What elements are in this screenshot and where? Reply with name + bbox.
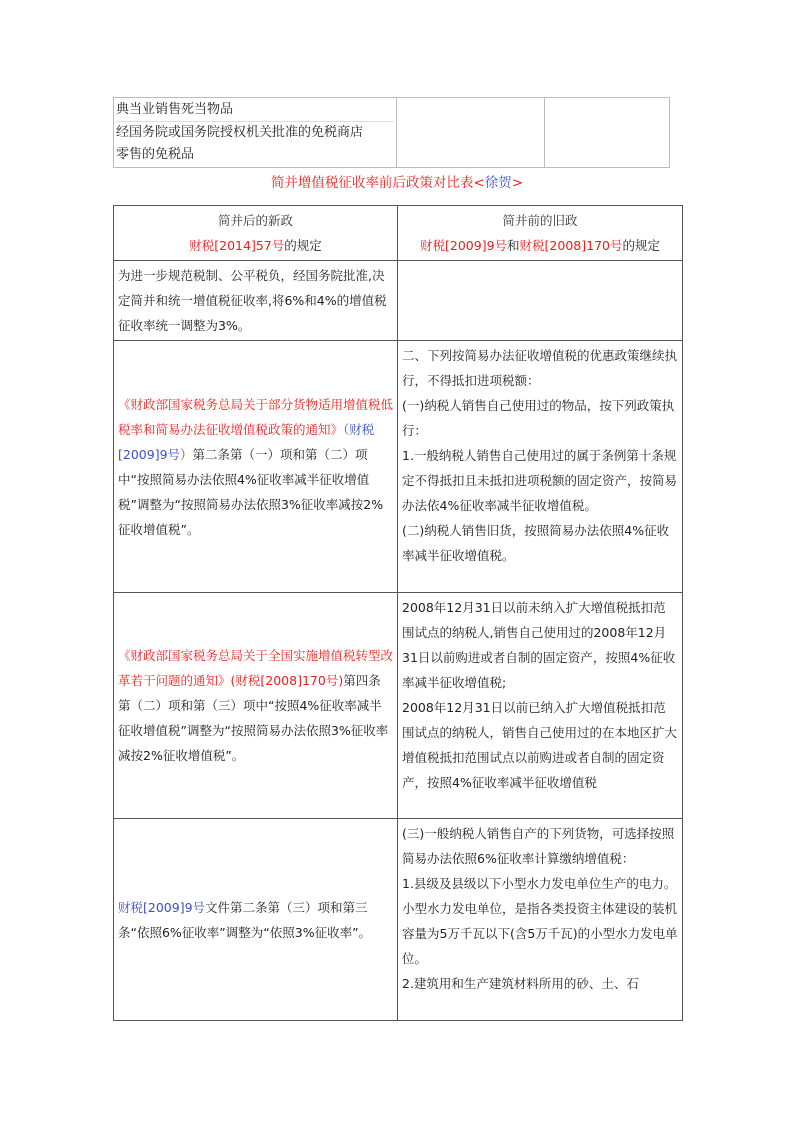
comparison-table [113, 205, 683, 1021]
row4-right-cell [398, 819, 683, 1021]
header-new-ref-link[interactable]: 财税[2014]57号 [189, 238, 285, 253]
header-old-suffix: 的规定 [622, 238, 660, 253]
row2-doc-link[interactable]: 《财政部国家税务总局关于部分货物适用增值税低税率和简易办法征收增值税政策的通知》 [118, 396, 394, 437]
row2-ref-link[interactable]: （财税[2009]9号） [118, 421, 375, 462]
row4-left-cell [114, 819, 398, 1021]
header-new-policy [114, 206, 398, 261]
row3-left-text: 第四条第（二）项和第（三）项中“按照4%征收率减半征收增值税”调整为“按照简易办法依照3%征收率减按2%征收增值税”。 [118, 673, 389, 763]
row2-right-cell [398, 341, 683, 593]
table-cell [397, 98, 545, 168]
cell-line: 零售的免税品 [116, 147, 195, 162]
page-title [0, 171, 794, 191]
row2-left-text: 第二条第（一）项和第（二）项中“按照简易办法依照4%征收率减半征收增值税”调整为“按照简易办法依照3%征收率减按2%征收增值税”。 [118, 446, 384, 537]
row1-left-cell: 为进一步规范税制、公平税负，经国务院批准,决定简并和统一增值税征收率,将6%和4%的增值税征收率统一调整为3%。 [114, 261, 398, 341]
row3-right-line: 2008年12月31日以前未纳入扩大增值税抵扣范围试点的纳税人,销售自己使用过的2008年12月31日以前购进或者自制的固定资产，按照4%征收率减半征收增值税; [402, 600, 676, 690]
row3-ref-link[interactable]: (财税[2008]170号) [230, 673, 344, 688]
row3-doc-link[interactable]: 《财政部国家税务总局关于全国实施增值税转型改革若干问题的通知》 [118, 648, 394, 688]
row4-right-line: (三)一般纳税人销售自产的下列货物，可选择按照简易办法依照6%征收率计算缴纳增值税： [402, 826, 675, 866]
table-row [114, 261, 683, 341]
table-row [114, 819, 683, 1021]
header-new-title: 简并后的新政 [217, 213, 293, 228]
top-fragment-table [113, 97, 670, 168]
title-text: 简并增值税征收率前后政策对比表 [270, 175, 474, 191]
row4-right-line: 1.县级及县级以下小型水力发电单位生产的电力。小型水力发电单位，是指各类投资主体建设的装机容量为5万千瓦以下(含5万千瓦)的小型水力发电单位。 [402, 876, 678, 966]
header-old-and: 和 [507, 238, 520, 253]
title-open-bracket: < [473, 175, 485, 191]
table-cell [545, 98, 670, 168]
row4-ref-link[interactable]: 财税[2009]9号 [118, 899, 206, 915]
row1-right-cell [398, 261, 683, 341]
cell-line: 典当业销售死当物品 [116, 99, 394, 122]
row2-right-line: 1.一般纳税人销售自己使用过的属于条例第十条规定不得抵扣且未抵扣进项税额的固定资产，按简易办法依4%征收率减半征收增值税。 [402, 448, 678, 513]
header-old-title: 简并前的旧政 [502, 213, 578, 228]
row2-right-line: (二)纳税人销售旧货，按照简易办法依照4%征收率减半征收增值税。 [402, 523, 670, 563]
title-close-bracket: > [511, 175, 524, 191]
row3-right-line: 2008年12月31日以前已纳入扩大增值税抵扣范围试点的纳税人，销售自己使用过的在本地区扩大增值税抵扣范围试点以前购进或者自制的固定资产，按照4%征收率减半征收增值税 [402, 700, 678, 790]
table-cell [114, 98, 397, 168]
header-old-ref2-link[interactable]: 财税[2008]170号 [519, 238, 623, 253]
header-new-suffix: 的规定 [284, 238, 322, 253]
cell-line: 经国务院或国务院授权机关批准的免税商店 [116, 125, 364, 140]
row2-right-line: 二、下列按简易办法征收增值税的优惠政策继续执行，不得抵扣进项税额： [402, 348, 678, 388]
row4-left-text: 文件第二条第（三）项和第三条“依照6%征收率”调整为“依照3%征收率”。 [118, 899, 372, 940]
author-link[interactable]: 徐贺 [484, 175, 512, 191]
table-row [114, 98, 670, 168]
row4-right-line: 2.建筑用和生产建筑材料所用的砂、土、石 [402, 976, 639, 991]
row2-left-cell [114, 341, 398, 593]
table-row [114, 341, 683, 593]
table-row [114, 593, 683, 819]
header-row [114, 206, 683, 261]
header-old-policy [398, 206, 683, 261]
row3-left-cell [114, 593, 398, 819]
row3-right-cell [398, 593, 683, 819]
row2-right-line: (一)纳税人销售自己使用过的物品，按下列政策执行： [402, 398, 675, 438]
header-old-ref1-link[interactable]: 财税[2009]9号 [420, 238, 508, 253]
